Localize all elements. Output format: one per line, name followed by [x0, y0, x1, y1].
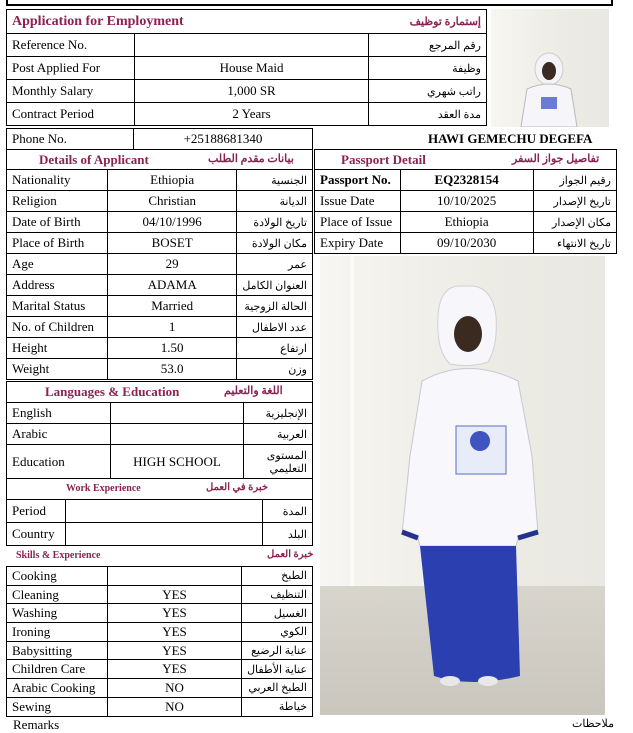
- details-row-label: Religion: [7, 191, 108, 212]
- work-row: [7, 523, 313, 546]
- language-row: [7, 424, 313, 445]
- details-row-label-ar: مكان الولادة: [237, 233, 313, 254]
- details-row: [7, 254, 313, 275]
- skill-row-label: Arabic Cooking: [7, 679, 108, 698]
- skill-row-label-ar: عناية الرضيع: [242, 641, 313, 660]
- work-row-value: [65, 500, 262, 523]
- details-row-label-ar: العنوان الكامل: [237, 275, 313, 296]
- skill-row-label-ar: عناية الأطفال: [242, 660, 313, 679]
- skill-row-label-ar: الطبخ: [242, 567, 313, 586]
- details-row-label-ar: عمر: [237, 254, 313, 275]
- top-field-row-label: Reference No.: [7, 34, 135, 57]
- details-row: [7, 275, 313, 296]
- passport-row-label: Passport No.: [315, 170, 401, 191]
- top-field-row-label: Monthly Salary: [7, 80, 135, 103]
- work-row: [7, 500, 313, 523]
- details-row: [7, 338, 313, 359]
- language-row-value: HIGH SCHOOL: [111, 445, 244, 479]
- language-row-value: [111, 424, 244, 445]
- passport-row: [315, 170, 617, 191]
- skill-row: [7, 697, 313, 716]
- skill-row-label: Sewing: [7, 697, 108, 716]
- skill-row-value: YES: [107, 604, 241, 623]
- passport-table: [314, 169, 617, 254]
- details-row-label: Age: [7, 254, 108, 275]
- language-row: [7, 403, 313, 424]
- language-row-label: Arabic: [7, 424, 111, 445]
- top-field-row-value: 2 Years: [135, 103, 368, 126]
- details-row-label: Place of Birth: [7, 233, 108, 254]
- details-row-label-ar: عدد الاطفال: [237, 317, 313, 338]
- passport-row-label: Issue Date: [315, 191, 401, 212]
- work-row-label-ar: البلد: [262, 523, 313, 546]
- language-row-value: [111, 403, 244, 424]
- skill-row: [7, 660, 313, 679]
- details-row-value: BOSET: [108, 233, 237, 254]
- phone-table: [6, 128, 313, 150]
- details-row: [7, 233, 313, 254]
- passport-row-value: EQ2328154: [400, 170, 533, 191]
- passport-row-value: 10/10/2025: [400, 191, 533, 212]
- work-row-label-ar: المدة: [262, 500, 313, 523]
- header-table: [6, 9, 487, 34]
- details-row-label: Address: [7, 275, 108, 296]
- language-row-label-ar: العربية: [243, 424, 312, 445]
- top-field-row-label-ar: راتب شهري: [368, 80, 486, 103]
- top-field-row-value: 1,000 SR: [135, 80, 368, 103]
- details-title-en: Details of Applicant: [39, 152, 149, 167]
- passport-row: [315, 212, 617, 233]
- details-row: [7, 359, 313, 380]
- skills-title-en: Skills & Experience: [16, 550, 101, 561]
- passport-row-value: 09/10/2030: [400, 233, 533, 254]
- skills-title-ar: خبرة العمل: [267, 549, 314, 560]
- passport-row-label: Expiry Date: [315, 233, 401, 254]
- details-row: [7, 170, 313, 191]
- top-field-row: [7, 57, 487, 80]
- skill-row-label: Washing: [7, 604, 108, 623]
- details-row-value: Married: [108, 296, 237, 317]
- skill-row-label-ar: الغسيل: [242, 604, 313, 623]
- top-field-row: [7, 34, 487, 57]
- applicant-name: HAWI GEMECHU DEGEFA: [428, 131, 593, 146]
- skill-row-label: Ironing: [7, 623, 108, 642]
- details-row-value: ADAMA: [108, 275, 237, 296]
- skill-row-value: YES: [107, 623, 241, 642]
- work-row-label: Country: [7, 523, 66, 546]
- skill-row: [7, 585, 313, 604]
- details-row-value: 1.50: [108, 338, 237, 359]
- skill-row-value: NO: [107, 697, 241, 716]
- top-border: [6, 0, 613, 6]
- top-field-row-label: Contract Period: [7, 103, 135, 126]
- skill-row-label-ar: التنظيف: [242, 585, 313, 604]
- details-row-label-ar: ارتفاع: [237, 338, 313, 359]
- passport-row: [315, 233, 617, 254]
- details-row-value: 04/10/1996: [108, 212, 237, 233]
- top-field-row: [7, 80, 487, 103]
- skill-row-label-ar: الطبخ العربي: [242, 679, 313, 698]
- top-field-row-label-ar: رقم المرجع: [368, 34, 486, 57]
- details-row: [7, 317, 313, 338]
- details-row: [7, 191, 313, 212]
- details-row-label: Nationality: [7, 170, 108, 191]
- title-en: Application for Employment: [12, 13, 184, 29]
- details-row-label-ar: الجنسية: [237, 170, 313, 191]
- details-row-label: Date of Birth: [7, 212, 108, 233]
- applicant-small-figure: [491, 9, 609, 127]
- languages-table: [6, 402, 313, 479]
- top-field-row-label-ar: مدة العقد: [368, 103, 486, 126]
- passport-title-en: Passport Detail: [341, 152, 426, 167]
- details-row-label-ar: تاريخ الولادة: [237, 212, 313, 233]
- top-fields-table: [6, 33, 487, 126]
- details-row-label-ar: الديانة: [237, 191, 313, 212]
- passport-row-label-ar: مكان الإصدار: [533, 212, 616, 233]
- details-row-label: Weight: [7, 359, 108, 380]
- details-row: [7, 296, 313, 317]
- work-table: [6, 499, 313, 546]
- skills-table: [6, 566, 313, 717]
- skill-row: [7, 679, 313, 698]
- skill-row-value: YES: [107, 660, 241, 679]
- details-row-label: Height: [7, 338, 108, 359]
- language-row-label-ar: الإنجليزية: [243, 403, 312, 424]
- details-row-value: 1: [108, 317, 237, 338]
- details-title-ar: بيانات مقدم الطلب: [208, 153, 294, 165]
- details-row: [7, 212, 313, 233]
- skill-row-value: NO: [107, 679, 241, 698]
- remarks-label: Remarks: [13, 717, 60, 732]
- top-field-row-value: [135, 34, 368, 57]
- details-row-value: 29: [108, 254, 237, 275]
- remarks-label-ar: ملاحظات: [572, 718, 614, 730]
- details-row-label: No. of Children: [7, 317, 108, 338]
- skill-row-label: Babysitting: [7, 641, 108, 660]
- details-row-value: Christian: [108, 191, 237, 212]
- small-photo: [491, 9, 609, 127]
- language-row-label: Education: [7, 445, 111, 479]
- skill-row-label: Cleaning: [7, 585, 108, 604]
- top-field-row-label: Post Applied For: [7, 57, 135, 80]
- top-field-row: [7, 103, 487, 126]
- large-photo: [320, 256, 605, 715]
- skill-row-value: [107, 567, 241, 586]
- details-row-value: 53.0: [108, 359, 237, 380]
- skill-row-label: Cooking: [7, 567, 108, 586]
- work-row-value: [65, 523, 262, 546]
- language-row: [7, 445, 313, 479]
- work-title-ar: خبرة في العمل: [206, 482, 269, 493]
- details-table: [6, 169, 313, 380]
- languages-title-ar: اللغة والتعليم: [224, 385, 283, 397]
- work-title-en: Work Experience: [66, 483, 141, 494]
- skill-row: [7, 623, 313, 642]
- details-row-label-ar: الحالة الزوجية: [237, 296, 313, 317]
- skill-row: [7, 567, 313, 586]
- passport-row-value: Ethiopia: [400, 212, 533, 233]
- phone-value: +25188681340: [134, 129, 313, 150]
- language-row-label-ar: المستوى التعليمي: [243, 445, 312, 479]
- passport-row-label-ar: رقيم الجواز: [533, 170, 616, 191]
- title-ar: إستمارة توظيف: [409, 16, 481, 28]
- passport-row-label-ar: تاريخ الإصدار: [533, 191, 616, 212]
- passport-row-label-ar: تاريخ الانتهاء: [533, 233, 616, 254]
- details-row-label: Marital Status: [7, 296, 108, 317]
- passport-row: [315, 191, 617, 212]
- skill-row-value: YES: [107, 585, 241, 604]
- languages-title-en: Languages & Education: [45, 384, 180, 399]
- passport-title-ar: تفاصيل جواز السفر: [512, 153, 600, 165]
- work-row-label: Period: [7, 500, 66, 523]
- skill-row: [7, 604, 313, 623]
- skill-row-value: YES: [107, 641, 241, 660]
- phone-label: Phone No.: [7, 129, 134, 150]
- applicant-full-figure: [320, 256, 605, 715]
- details-row-label-ar: وزن: [237, 359, 313, 380]
- details-row-value: Ethiopia: [108, 170, 237, 191]
- skill-row-label-ar: خياطة: [242, 697, 313, 716]
- top-field-row-value: House Maid: [135, 57, 368, 80]
- skill-row-label-ar: الكوي: [242, 623, 313, 642]
- skill-row: [7, 641, 313, 660]
- skill-row-label: Children Care: [7, 660, 108, 679]
- passport-row-label: Place of Issue: [315, 212, 401, 233]
- top-field-row-label-ar: وظيفة: [368, 57, 486, 80]
- language-row-label: English: [7, 403, 111, 424]
